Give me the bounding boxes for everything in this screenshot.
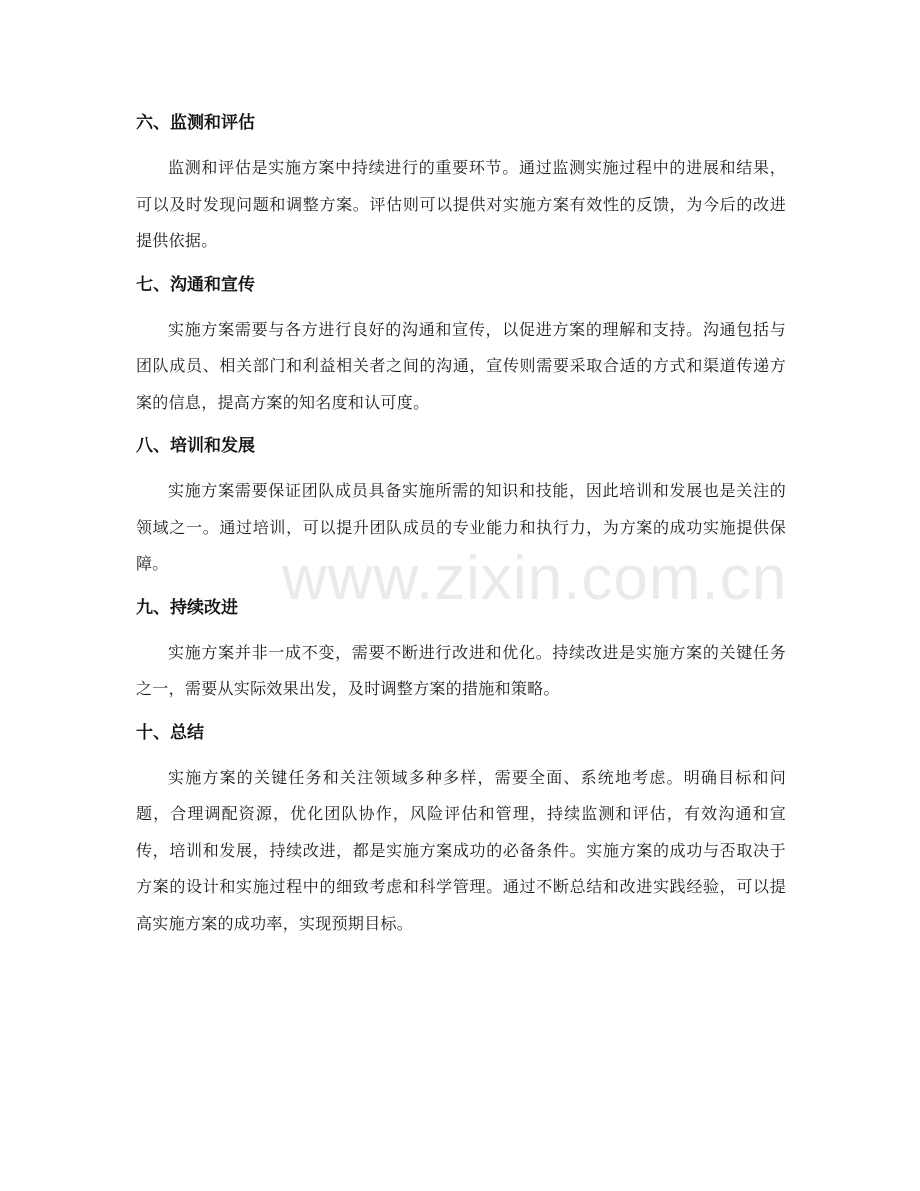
section-title-monitoring: 六、监测和评估 <box>136 113 255 133</box>
section-title-summary: 十、总结 <box>136 722 204 743</box>
section-title-improvement: 九、持续改进 <box>136 597 238 618</box>
section-title-training: 八、培训和发展 <box>136 436 255 456</box>
section-title-communication: 七、沟通和宣传 <box>136 274 255 295</box>
document-content <box>136 104 786 948</box>
section-body-communication: 实施方案需要与各方进行良好的沟通和宣传，以促进方案的理解和支持。沟通包括与团队成员、相关部门和利益相关者之间的沟通，宣传则需要采取合适的方式和渠道传递方案的信息，提高方案的知名度和认可度。 <box>136 319 786 412</box>
section-body-summary: 实施方案的关键任务和关注领域多种多样，需要全面、系统地考虑。明确目标和问题，合理调配资源，优化团队协作，风险评估和管理，持续监测和评估，有效沟通和宣传，培训和发展，持续改进，都是实施方案成功的必备条件。实施方案的成功与否取决于方案的设计和实施过程中的细致考虑和科学管理。通过不断总结和改进实践经验，可以提高实施方案的成功率，实现预期目标。 <box>136 767 786 933</box>
section-body-monitoring: 监测和评估是实施方案中持续进行的重要环节。通过监测实施过程中的进展和结果，可以及时发现问题和调整方案。评估则可以提供对实施方案有效性的反馈，为今后的改进提供依据。 <box>136 158 786 250</box>
watermark: www.zixin.com.cn <box>282 544 788 613</box>
section-body-improvement: 实施方案并非一成不变，需要不断进行改进和优化。持续改进是实施方案的关键任务之一，需要从实际效果出发，及时调整方案的措施和策略。 <box>136 642 786 698</box>
section-body-training: 实施方案需要保证团队成员具备实施所需的知识和技能，因此培训和发展也是关注的领域之一。通过培训，可以提升团队成员的专业能力和执行力，为方案的成功实施提供保障。 <box>136 481 786 573</box>
